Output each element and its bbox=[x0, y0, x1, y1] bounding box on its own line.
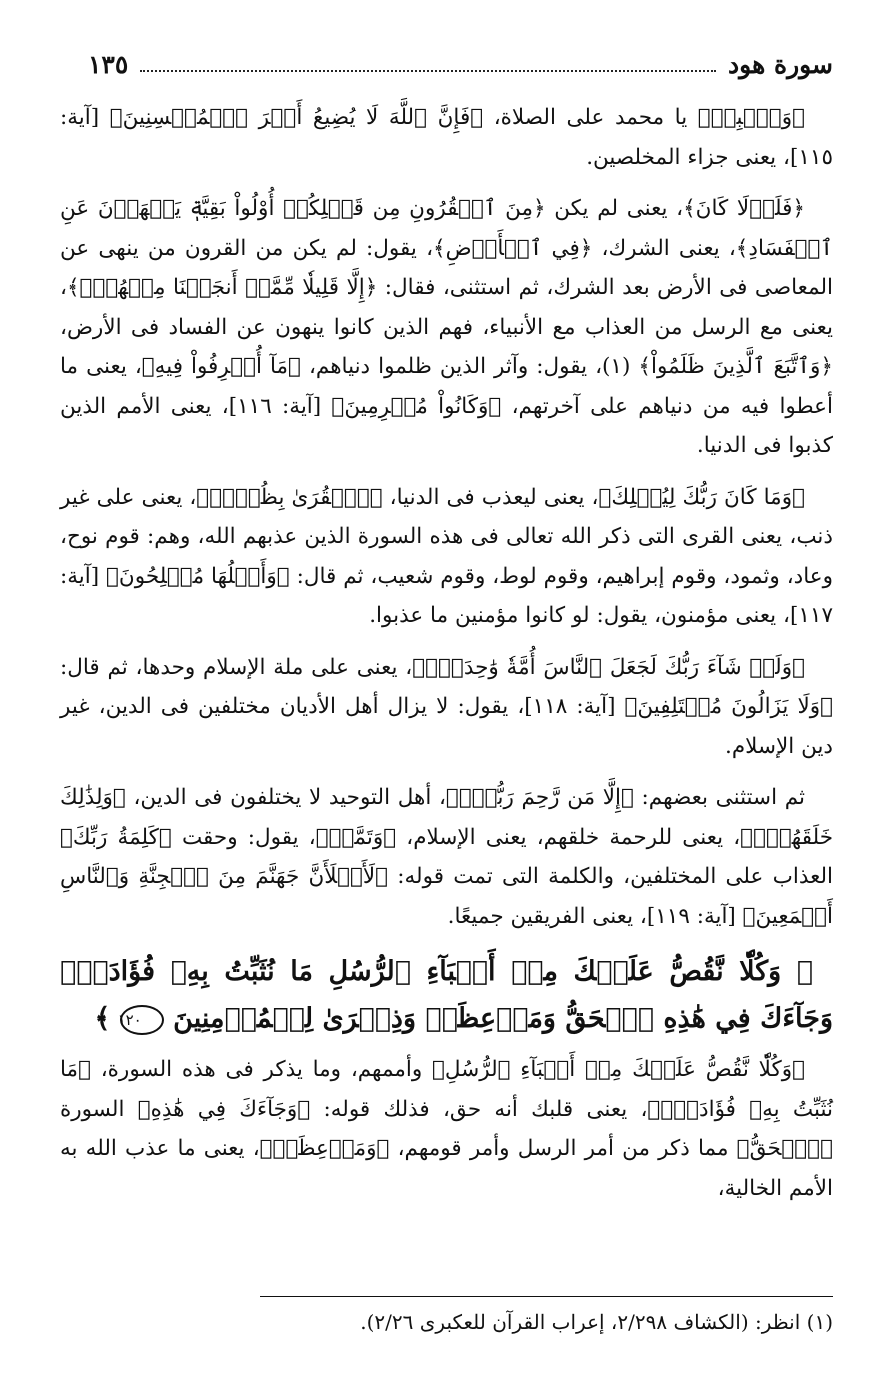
page-body bbox=[60, 98, 833, 1220]
paragraph-ayah-117: ﴿وَمَا كَانَ رَبُّكَ لِيُهۡلِكَ﴾، يعنى ليعذب فى الدنيا، ﴿ٱلۡقُرَىٰ بِظُلۡمٖ﴾، يعنى على غير ذنب، يعنى القرى التى ذكر الله تعالى فى هذه السورة الذين عذبهم الله، وهم: قوم نوح، وعاد، وثمود، وقوم إبراهيم، وقوم لوط، وقوم شعيب، ثم قال: ﴿وَأَهۡلُهَا مُصۡلِحُونَ﴾ [آية: ١١٧]، يعنى مؤمنون، يقول: لو كانوا مؤمنين ما عذبوا. bbox=[60, 484, 833, 628]
paragraph-ayah-119: ثم استثنى بعضهم: ﴿إِلَّا مَن رَّحِمَ رَبُّكَۚ﴾، أهل التوحيد لا يختلفون فى الدين، ﴿وَلِذَٰلِكَ خَلَقَهُمۡۗ﴾، يعنى للرحمة خلقهم، يعنى الإسلام، ﴿وَتَمَّتۡ﴾، يقول: وحقت ﴿كَلِمَةُ رَبِّكَ﴾ العذاب على المختلفين، والكلمة التى تمت قوله: ﴿لَأَمۡلَأَنَّ جَهَنَّمَ مِنَ ٱلۡجِنَّةِ وَٱلنَّاسِ أَجۡمَعِينَ﴾ [آية: ١١٩]، يعنى الفريقين جميعًا. bbox=[60, 785, 833, 929]
paragraph-commentary-120: ﴿وَكُلّٗا نَّقُصُّ عَلَيۡكَ مِنۡ أَنۢبَآءِ ٱلرُّسُلِ﴾ وأممهم، وما يذكر فى هذه السورة، ﴿مَا نُثَبِّتُ بِهِۦ فُؤَادَكَۚ﴾، يعنى قلبك أنه حق، فذلك قوله: ﴿وَجَآءَكَ فِي هَٰذِهِ﴾ السورة ﴿ٱلۡحَقُّ﴾ مما ذكر من أمر الرسل وأمر قومهم، ﴿وَمَوۡعِظَةٞ﴾، يعنى ما عذب الله به الأمم الخالية، bbox=[60, 1057, 833, 1201]
quran-verse-120 bbox=[60, 948, 833, 1042]
footnote: (١) انظر: (الكشاف ٢/٢٩٨، إعراب القرآن للعكبرى ٢/٢٦). bbox=[360, 1310, 833, 1334]
footnote-separator bbox=[260, 1296, 833, 1297]
page-number: ١٣٥ bbox=[88, 49, 129, 79]
paragraph-ayah-118: ﴿وَلَوۡ شَآءَ رَبُّكَ لَجَعَلَ ٱلنَّاسَ أُمَّةٗ وَٰحِدَةٗۖ﴾، يعنى على ملة الإسلام وحدها، ثم قال: ﴿وَلَا يَزَالُونَ مُخۡتَلِفِينَ﴾ [آية: ١١٨]، يقول: لا يزال أهل الأديان مختلفين فى الدين، غير دين الإسلام. bbox=[60, 654, 833, 759]
header-dotted-leader bbox=[140, 56, 716, 72]
verse-closing-bracket: ﴾ bbox=[94, 1003, 111, 1034]
verse-text: ﴿ وَكُلّٗا نَّقُصُّ عَلَيۡكَ مِنۡ أَنۢبَآءِ ٱلرُّسُلِ مَا نُثَبِّتُ بِهِۦ فُؤَادَكَۚ وَجَآءَكَ فِي هَٰذِهِ ٱلۡحَقُّ وَمَوۡعِظَةٞ وَذِكۡرَىٰ لِلۡمُؤۡمِنِينَ bbox=[60, 956, 833, 1034]
surah-title: سورة هود bbox=[728, 49, 833, 79]
page-header bbox=[88, 44, 833, 84]
ayah-number-marker: ١٢٠ bbox=[120, 1005, 164, 1035]
paragraph-ayah-115: ﴿وَٱصۡبِرۡ﴾ يا محمد على الصلاة، ﴿فَإِنَّ ٱللَّهَ لَا يُضِيعُ أَجۡرَ ٱلۡمُحۡسِنِينَ﴾ [آية: ١١٥]، يعنى جزاء المخلصين. bbox=[60, 105, 833, 170]
paragraph-ayah-116: ﴿فَلَوۡلَا كَانَ﴾، يعنى لم يكن ﴿مِنَ ٱلۡقُرُونِ مِن قَبۡلِكُمۡ أُوْلُواْ بَقِيَّةٖ يَنۡهَوۡنَ عَنِ ٱلۡفَسَادِ﴾، يعنى الشرك، ﴿فِي ٱلۡأَرۡضِ﴾، يقول: لم يكن من القرون من ينهى عن المعاصى فى الأرض بعد الشرك، ثم استثنى، فقال: ﴿إِلَّا قَلِيلٗا مِّمَّنۡ أَنجَيۡنَا مِنۡهُمۡۗ﴾، يعنى مع الرسل من العذاب مع الأنبياء، فهم الذين كانوا ينهون عن الفساد فى الأرض، ﴿وَٱتَّبَعَ ٱلَّذِينَ ظَلَمُواْ﴾ (١)، يقول: وآثر الذين ظلموا دنياهم، ﴿مَآ أُتۡرِفُواْ فِيهِ﴾، يعنى ما أعطوا فيه من دنياهم على آخرتهم، ﴿وَكَانُواْ مُجۡرِمِينَ﴾ [آية: ١١٦]، يعنى الأمم الذين كذبوا فى الدنيا. bbox=[60, 196, 833, 458]
